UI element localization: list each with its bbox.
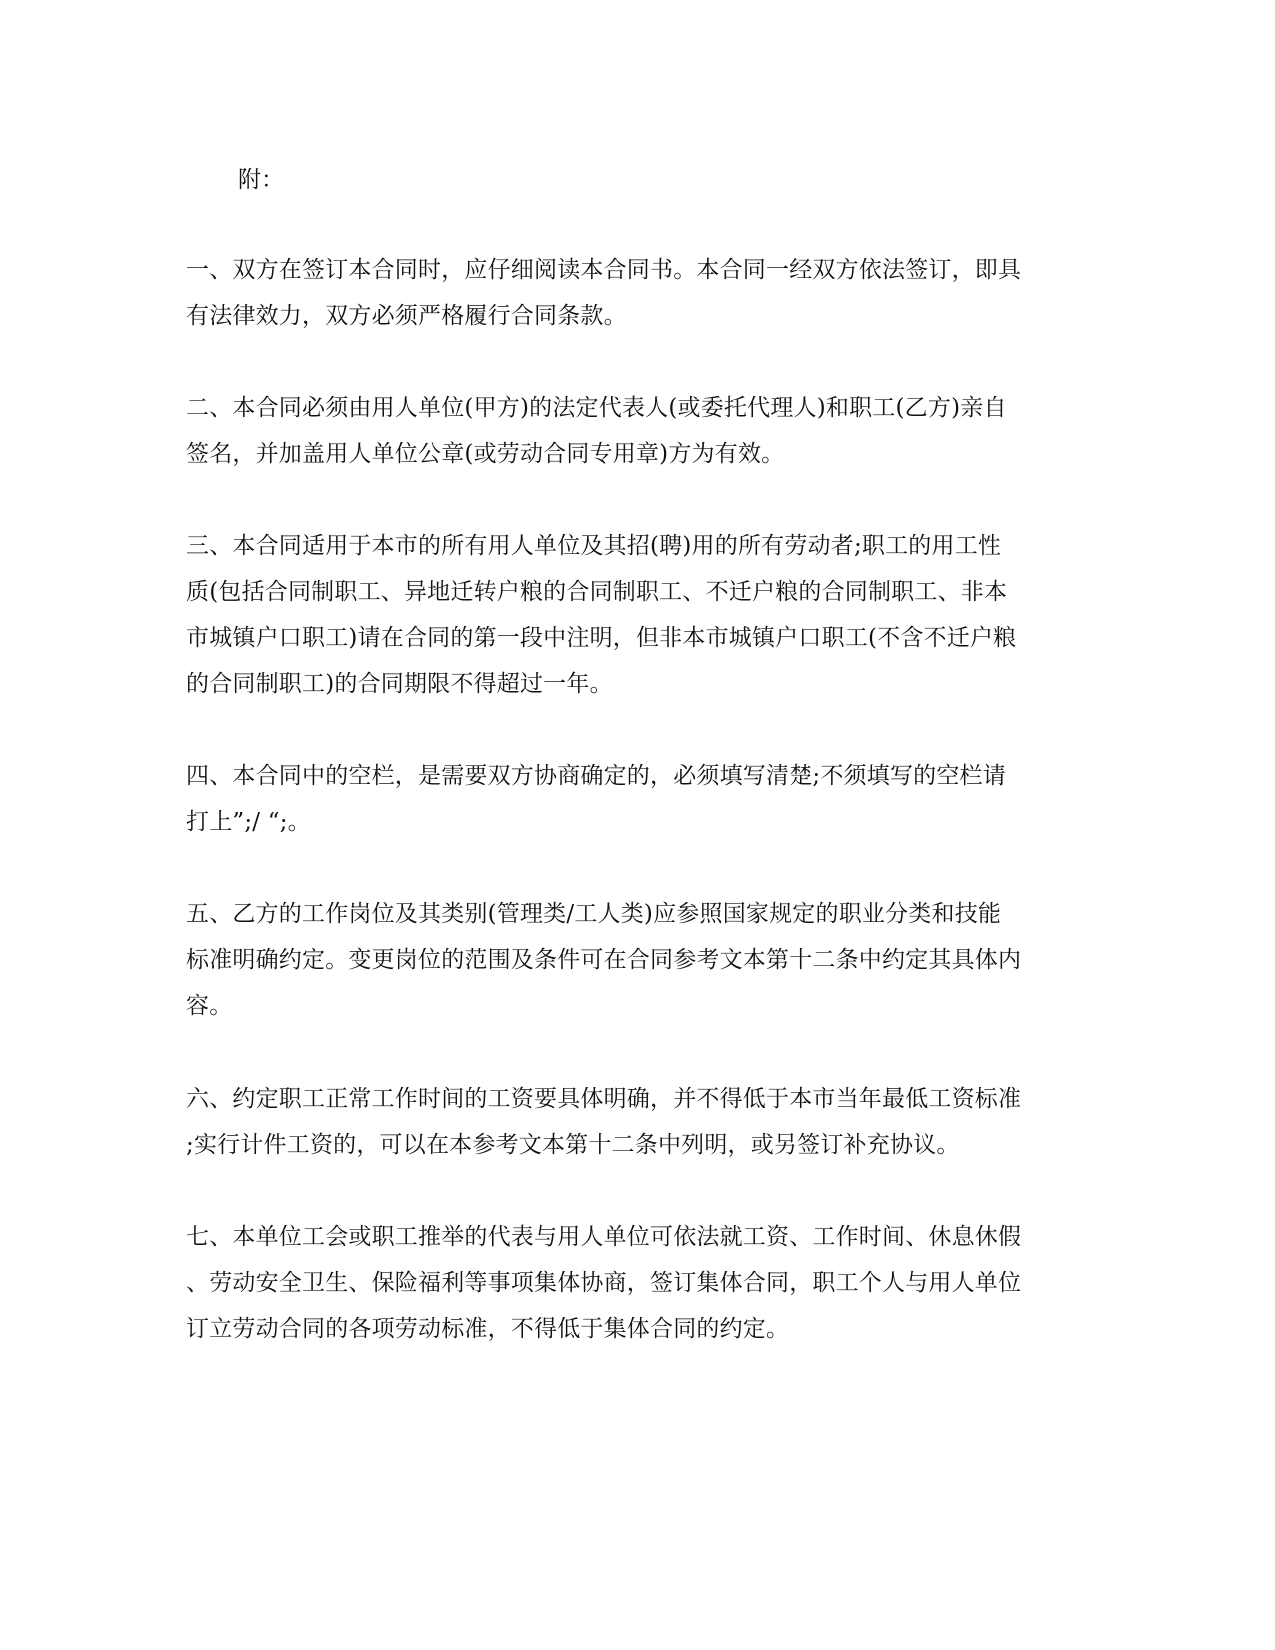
paragraph-3-line-1: 三、本合同适用于本市的所有用人单位及其招(聘)用的所有劳动者;职工的用工性 [186, 533, 1002, 559]
paragraph-3-line-2: 质(包括合同制职工、异地迁转户粮的合同制职工、不迁户粮的合同制职工、非本 [186, 579, 1008, 605]
paragraph-3-line-4: 的合同制职工)的合同期限不得超过一年。 [186, 671, 613, 697]
paragraph-2-line-1: 二、本合同必须由用人单位(甲方)的法定代表人(或委托代理人)和职工(乙方)亲自 [186, 395, 1007, 421]
paragraph-5-line-2: 标准明确约定。变更岗位的范围及条件可在合同参考文本第十二条中约定其具体内 [186, 947, 1022, 973]
paragraph-1-line-1: 一、双方在签订本合同时，应仔细阅读本合同书。本合同一经双方依法签订，即具 [186, 257, 1022, 283]
paragraph-1-line-2: 有法律效力，双方必须严格履行合同条款。 [186, 303, 627, 329]
paragraph-3-line-3: 市城镇户口职工)请在合同的第一段中注明，但非本市城镇户口职工(不含不迁户粮 [186, 625, 1017, 651]
paragraph-7-line-2: 、劳动安全卫生、保险福利等事项集体协商，签订集体合同，职工个人与用人单位 [186, 1270, 1022, 1296]
paragraph-2-line-2: 签名，并加盖用人单位公章(或劳动合同专用章)方为有效。 [186, 441, 785, 467]
paragraph-4-line-1: 四、本合同中的空栏，是需要双方协商确定的，必须填写清楚;不须填写的空栏请 [186, 763, 1006, 789]
paragraph-4-line-2: 打上”;/ “;。 [186, 809, 311, 835]
paragraph-5-line-1: 五、乙方的工作岗位及其类别(管理类/工人类)应参照国家规定的职业分类和技能 [186, 901, 1002, 927]
paragraph-6-line-1: 六、约定职工正常工作时间的工资要具体明确，并不得低于本市当年最低工资标准 [186, 1086, 1022, 1112]
document-heading: 附： [238, 167, 284, 193]
paragraph-7-line-3: 订立劳动合同的各项劳动标准，不得低于集体合同的约定。 [186, 1316, 790, 1342]
paragraph-5-line-3: 容。 [186, 993, 233, 1019]
paragraph-6-line-2: ;实行计件工资的，可以在本参考文本第十二条中列明，或另签订补充协议。 [186, 1132, 960, 1158]
paragraph-7-line-1: 七、本单位工会或职工推举的代表与用人单位可依法就工资、工作时间、休息休假 [186, 1224, 1022, 1250]
